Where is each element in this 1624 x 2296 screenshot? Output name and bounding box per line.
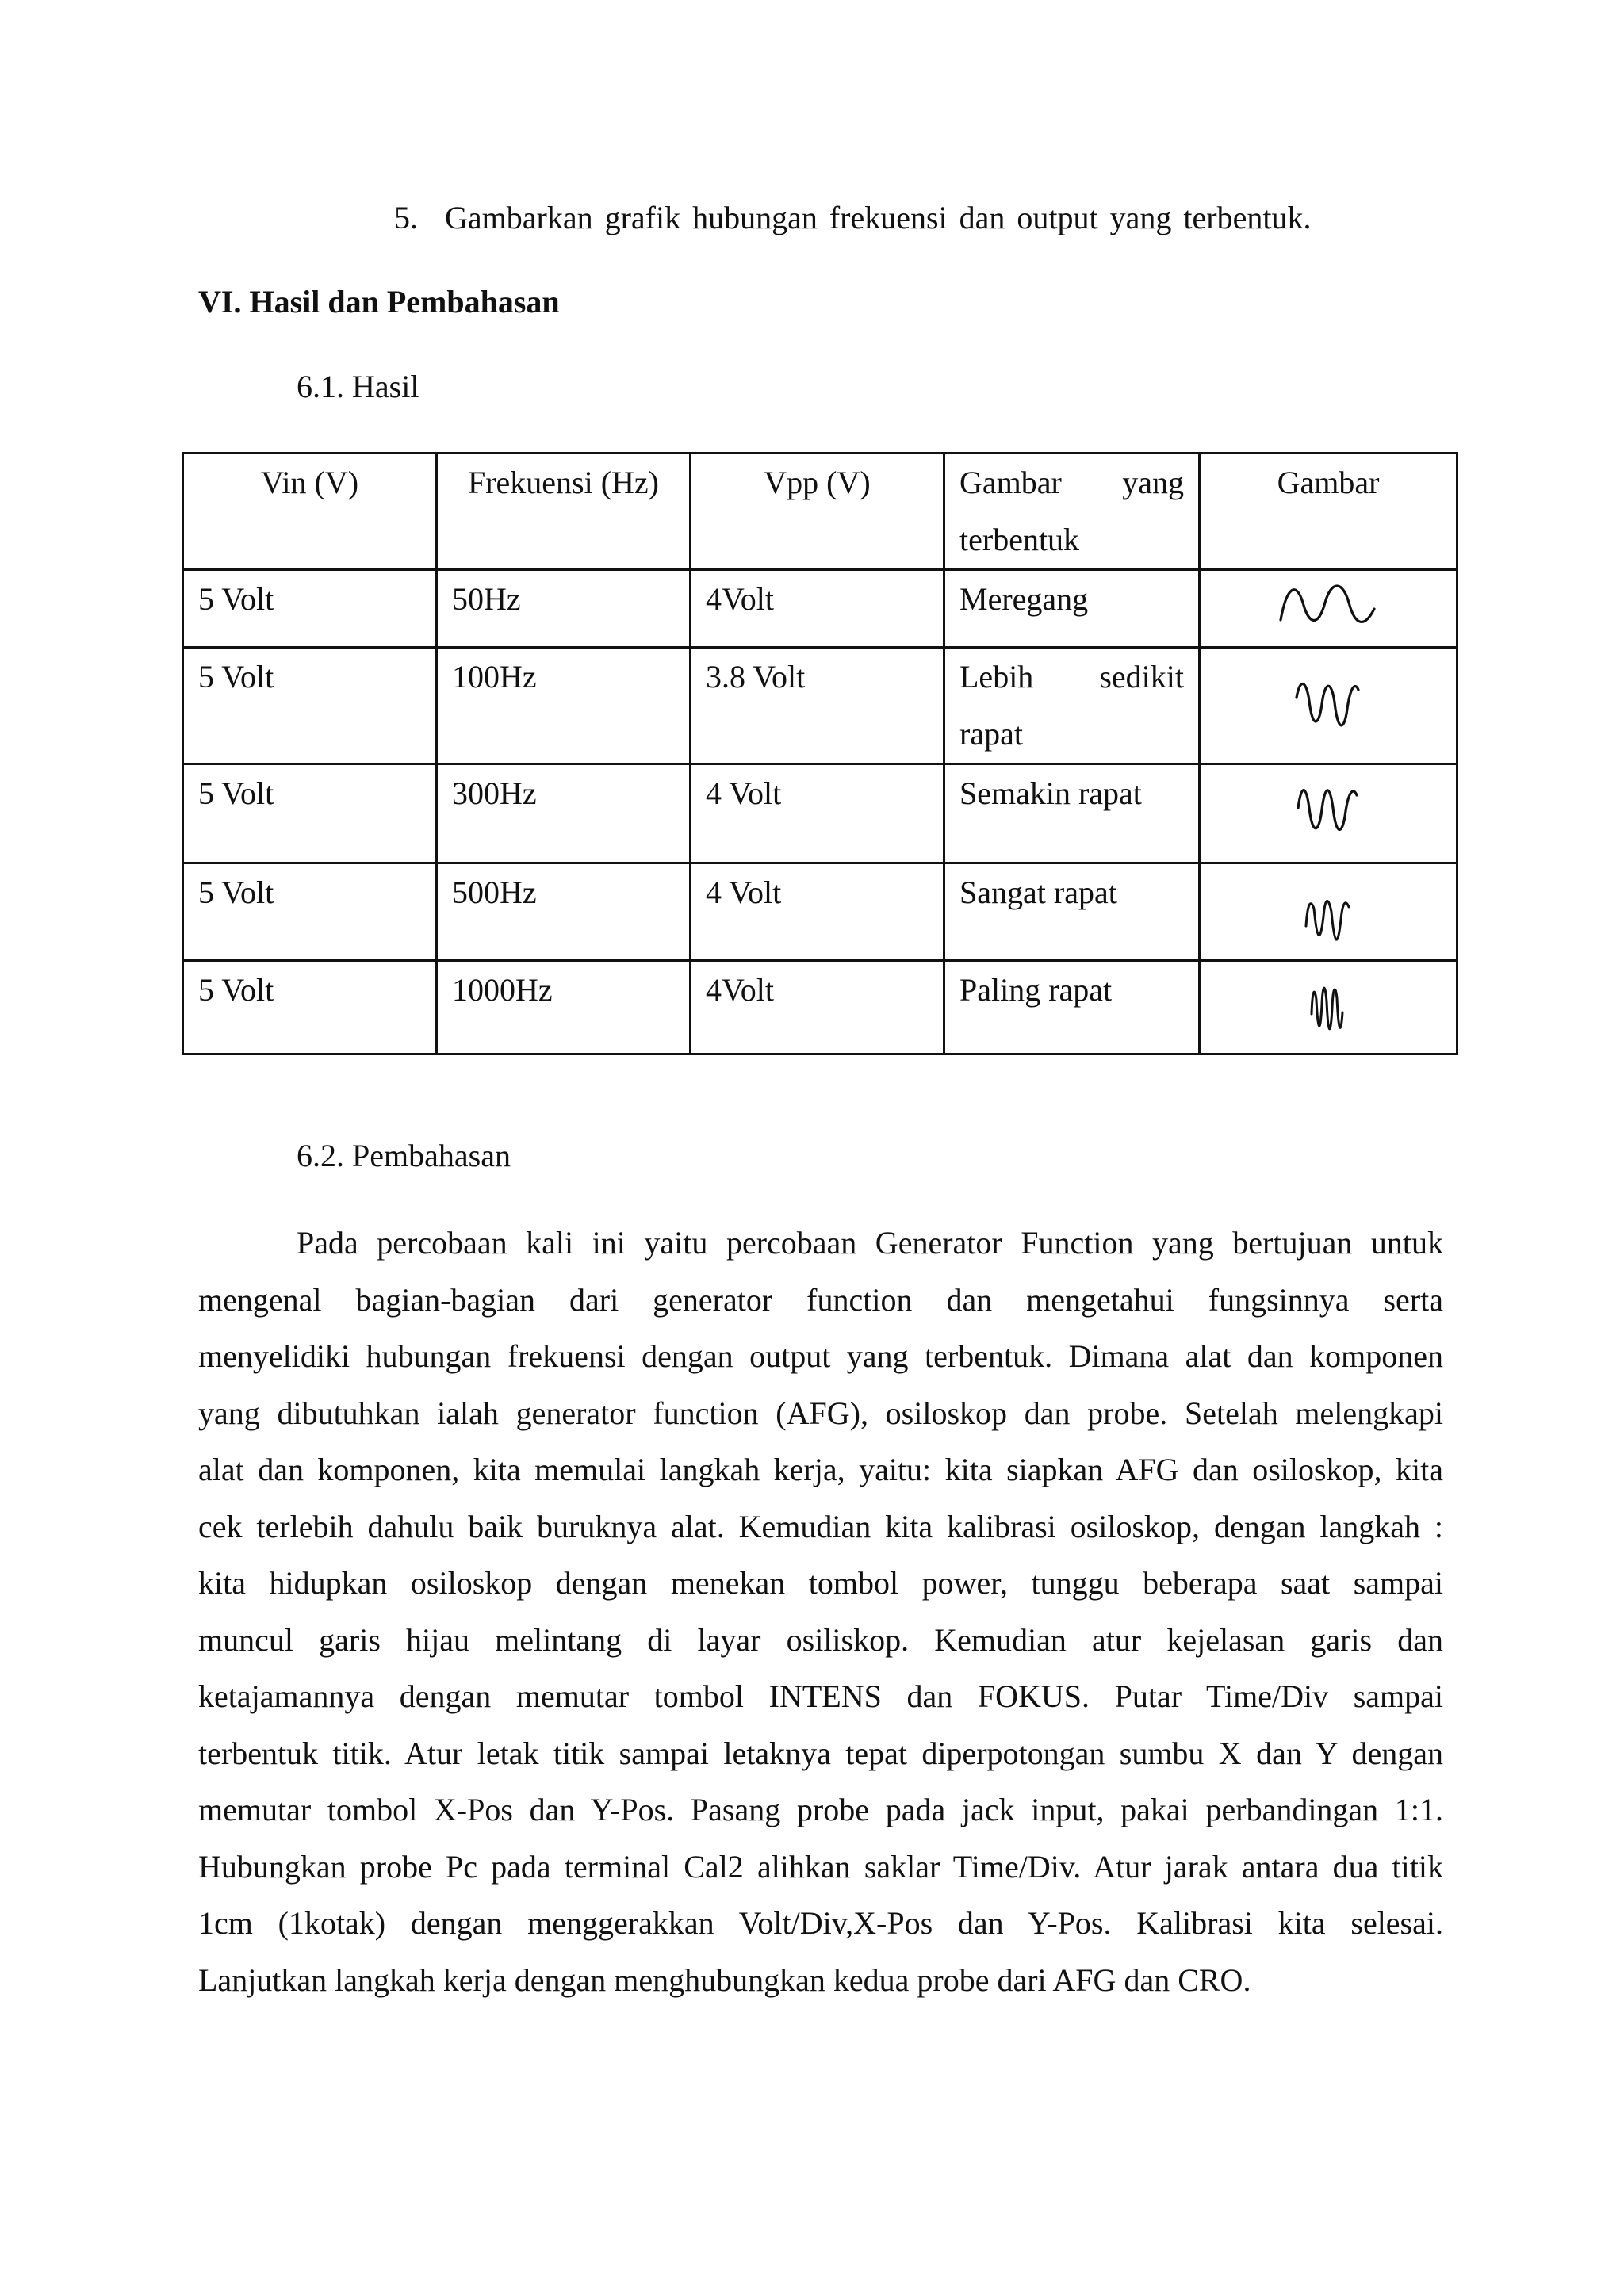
sine-wave-sketch-icon — [1289, 776, 1368, 848]
cell-gambar-yang-terbentuk: Meregang — [944, 570, 1200, 648]
cell-vpp: 4 Volt — [691, 863, 944, 961]
header-gambar: Gambar — [1200, 453, 1457, 570]
paragraph-line: Pada percobaan kali ini yaitu percobaan Generator Function yang bertujuan untuk — [297, 1225, 1443, 1261]
cell-vin: 5 Volt — [183, 863, 437, 961]
cell-frekuensi: 50Hz — [437, 570, 691, 648]
header-yang-word: yang — [1122, 465, 1184, 500]
cell-gambar-yang-terbentuk-line1 — [959, 649, 1184, 706]
header-vpp: Vpp (V) — [691, 453, 944, 570]
cell-rapat-word: rapat — [959, 716, 1023, 752]
cell-gambar-yang-terbentuk: Semakin rapat — [944, 764, 1200, 863]
cell-gambar — [1200, 764, 1457, 863]
paragraph-line: ketajamannya dengan memutar tombol INTENS dan FOKUS. Putar Time/Div sampai — [198, 1678, 1443, 1714]
cell-vpp: 4 Volt — [691, 764, 944, 863]
cell-vin: 5 Volt — [183, 764, 437, 863]
cell-vpp: 3.8 Volt — [691, 648, 944, 764]
table-row — [183, 764, 1457, 863]
step-5-text: Gambarkan grafik hubungan frekuensi dan output yang terbentuk. — [445, 200, 1312, 235]
subsection-hasil-heading: 6.1. Hasil — [297, 369, 419, 404]
paragraph-line: mengenal bagian-bagian dari generator function dan mengetahui fungsinnya serta — [198, 1281, 1443, 1318]
table-row — [183, 863, 1457, 961]
header-gambar-yang-terbentuk — [944, 453, 1200, 570]
paragraph-line: muncul garis hijau melintang di layar osiliskop. Kemudian atur kejelasan garis dan — [198, 1621, 1443, 1658]
header-gambar-word: Gambar — [959, 465, 1062, 500]
cell-sedikit-word: sedikit — [1099, 659, 1184, 695]
header-frekuensi: Frekuensi (Hz) — [437, 453, 691, 570]
paragraph-line: Lanjutkan langkah kerja dengan menghubungkan kedua probe dari AFG dan CRO. — [198, 1961, 1251, 1998]
paragraph-line: Hubungkan probe Pc pada terminal Cal2 alihkan saklar Time/Div. Atur jarak antara dua titik — [198, 1848, 1443, 1885]
cell-frekuensi: 1000Hz — [437, 961, 691, 1054]
cell-vin: 5 Volt — [183, 961, 437, 1054]
table-row — [183, 961, 1457, 1054]
paragraph-line: 1cm (1kotak) dengan menggerakkan Volt/Div,X-Pos dan Y-Pos. Kalibrasi kita selesai. — [198, 1905, 1443, 1941]
section-heading: VI. Hasil dan Pembahasan — [198, 284, 560, 320]
sine-wave-sketch-icon — [1273, 571, 1384, 634]
paragraph-line: menyelidiki hubungan frekuensi dengan output yang terbentuk. Dimana alat dan komponen — [198, 1338, 1443, 1374]
paragraph-line: alat dan komponen, kita memulai langkah kerja, yaitu: kita siapkan AFG dan osiloskop, kita — [198, 1452, 1443, 1487]
cell-gambar — [1200, 961, 1457, 1054]
cell-gambar — [1200, 863, 1457, 961]
sine-wave-sketch-icon — [1300, 973, 1356, 1044]
cell-frekuensi: 100Hz — [437, 648, 691, 764]
cell-gambar-yang-terbentuk — [944, 648, 1200, 764]
sine-wave-sketch-icon — [1289, 672, 1368, 744]
table-row — [183, 648, 1457, 764]
paragraph-line: memutar tombol X-Pos dan Y-Pos. Pasang probe pada jack input, pakai perbandingan 1:1. — [198, 1792, 1443, 1827]
cell-lebih-word: Lebih — [959, 659, 1034, 695]
cell-gambar — [1200, 648, 1457, 764]
subsection-pembahasan-heading: 6.2. Pembahasan — [297, 1138, 511, 1173]
paragraph-line: cek terlebih dahulu baik buruknya alat. Kemudian kita kalibrasi osiloskop, dengan langkah : — [198, 1508, 1443, 1544]
table-row — [183, 570, 1457, 648]
paragraph-line: kita hidupkan osiloskop dengan menekan tombol power, tunggu beberapa saat sampai — [198, 1565, 1443, 1601]
cell-gambar-yang-terbentuk: Paling rapat — [944, 961, 1200, 1054]
paragraph-line: yang dibutuhkan ialah generator function (AFG), osiloskop dan probe. Setelah melengkapi — [198, 1395, 1443, 1431]
cell-gambar — [1200, 570, 1457, 648]
cell-frekuensi: 300Hz — [437, 764, 691, 863]
paragraph-line: terbentuk titik. Atur letak titik sampai letaknya tepat diperpotongan sumbu X dan Y dengan — [198, 1735, 1443, 1771]
discussion-paragraph — [198, 1215, 1443, 2008]
cell-vin: 5 Volt — [183, 570, 437, 648]
cell-vin: 5 Volt — [183, 648, 437, 764]
header-terbentuk-word: terbentuk — [959, 522, 1080, 557]
step-5-item — [394, 199, 418, 237]
table-header-row — [183, 453, 1457, 570]
header-gambar-yang-terbentuk-line1 — [959, 454, 1184, 511]
results-table — [182, 452, 1458, 1055]
cell-vpp: 4Volt — [691, 961, 944, 1054]
cell-frekuensi: 500Hz — [437, 863, 691, 961]
step-5-number: 5. — [394, 200, 418, 235]
header-vin: Vin (V) — [183, 453, 437, 570]
sine-wave-sketch-icon — [1297, 885, 1360, 956]
cell-vpp: 4Volt — [691, 570, 944, 648]
cell-gambar-yang-terbentuk: Sangat rapat — [944, 863, 1200, 961]
